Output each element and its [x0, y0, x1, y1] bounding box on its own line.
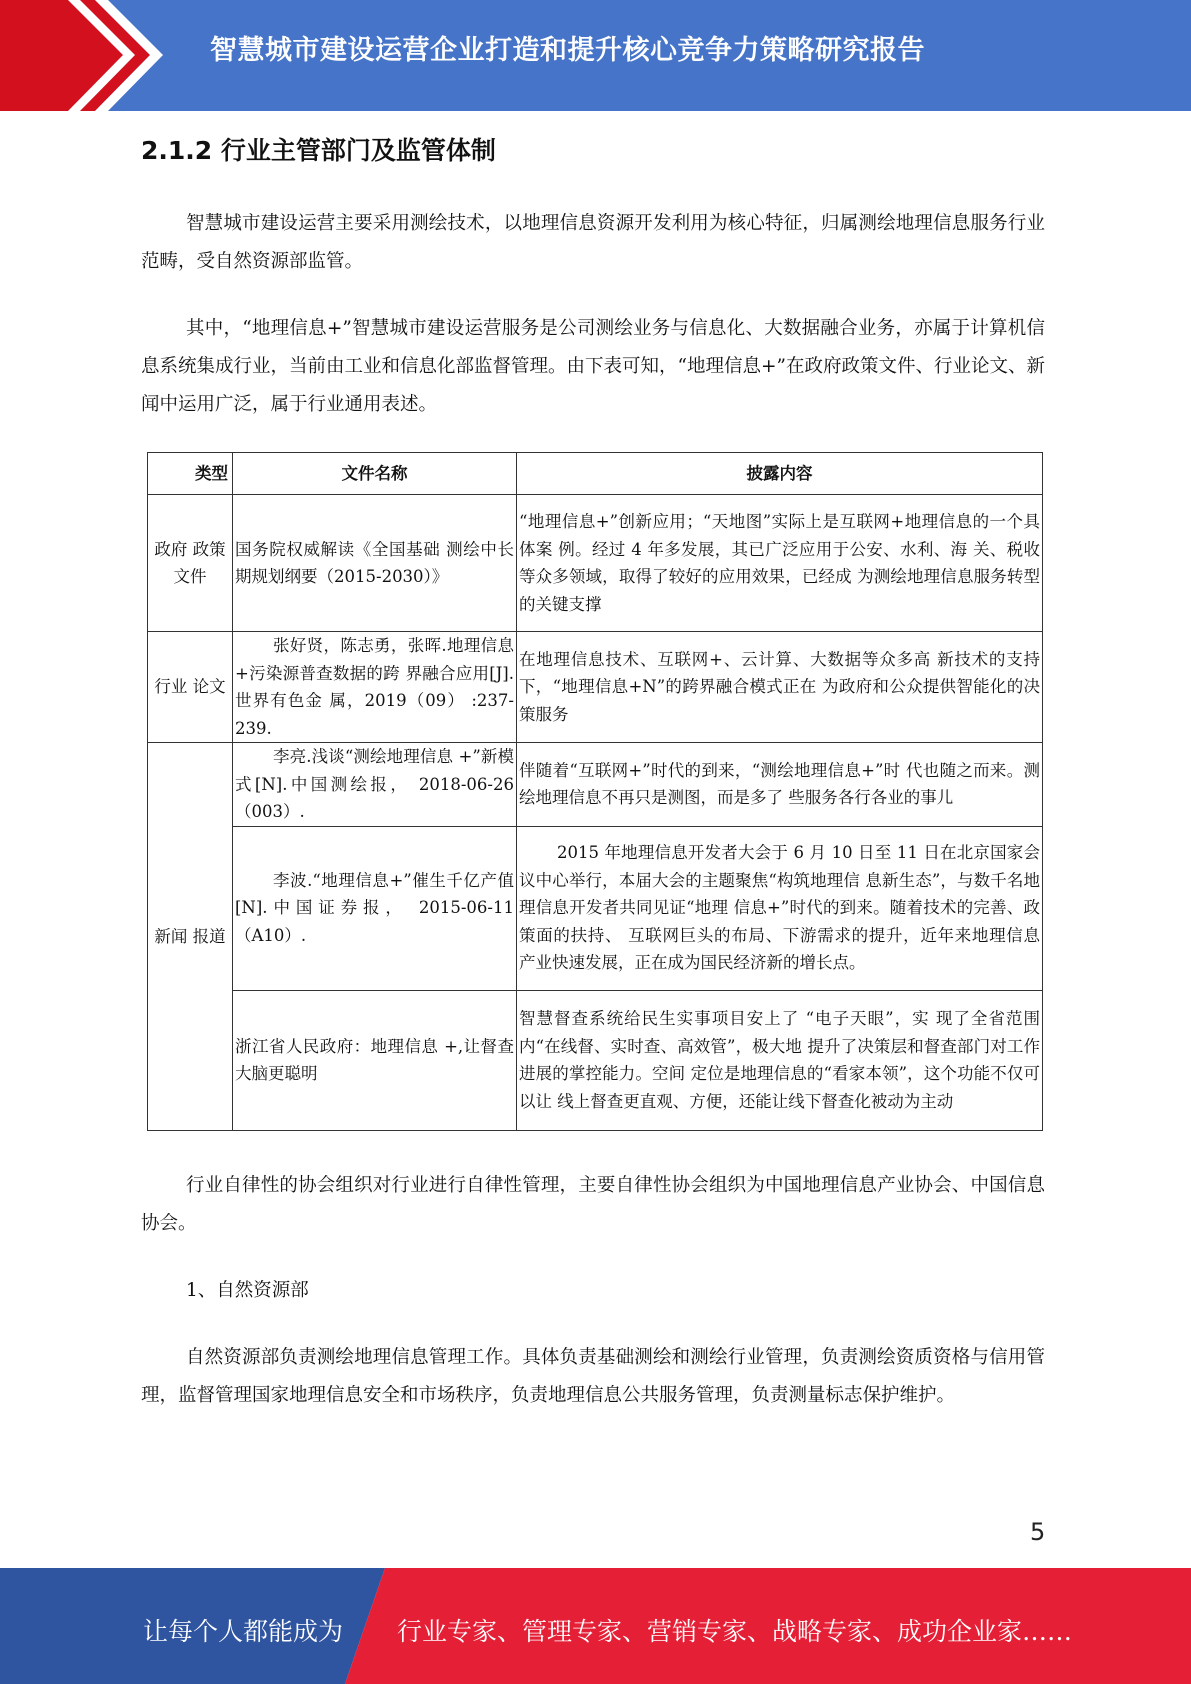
subheading-natural-resources: 1、自然资源部	[186, 1280, 309, 1301]
table-header-row	[148, 453, 1043, 495]
paragraph-regulation-intro: 智慧城市建设运营主要采用测绘技术，以地理信息资源开发利用为核心特征，归属测绘地理信息服务行业范畴，受自然资源部监管。	[141, 213, 1045, 272]
paragraph-natural-resources-duties: 自然资源部负责测绘地理信息管理工作。具体负责基础测绘和测绘行业管理，负责测绘资质资格与信用管理，监督管理国家地理信息安全和市场秩序，负责地理信息公共服务管理，负责测量标志保护维护。	[141, 1347, 1045, 1406]
footer-slogan-left: 让每个人都能成为	[143, 1617, 344, 1646]
cell-disclosure-content: 在地理信息技术、互联网+、云计算、大数据等众多高 新技术的支持下，“地理信息+N”的跨界融合模式正在 为政府和公众提供智能化的决策服务	[517, 632, 1043, 743]
page-header	[0, 0, 1191, 111]
cell-document-name	[233, 632, 517, 743]
cell-document-name	[233, 743, 517, 827]
cell-type-news: 新闻 报道	[148, 743, 233, 1131]
report-title: 智慧城市建设运营企业打造和提升核心竞争力策略研究报告	[210, 35, 925, 66]
table-row	[148, 990, 1043, 1130]
cell-type-paper: 行业 论文	[148, 632, 233, 743]
page-footer	[0, 1568, 1191, 1684]
section-heading: 2.1.2 行业主管部门及监管体制	[141, 136, 496, 165]
cell-disclosure-content: 伴随着“互联网+”时代的到来，“测绘地理信息+”时 代也随之而来。测绘地理信息不再只是测图，而是多了 些服务各行各业的事儿	[517, 743, 1043, 827]
footer-slogan-right: 行业专家、管理专家、营销专家、战略专家、成功企业家……	[397, 1617, 1073, 1646]
table-row	[148, 743, 1043, 827]
disclosure-table	[147, 452, 1043, 1131]
header-disclosure-content: 披露内容	[517, 453, 1043, 495]
cell-document-name: 浙江省人民政府：地理信息 +,让督查大脑更聪明	[233, 990, 517, 1130]
cell-disclosure-content	[517, 826, 1043, 990]
cell-document-name-text: 李亮.浅谈“测绘地理信息 +”新模式[N].中国测绘报， 2018-06-26 （003）.	[235, 747, 514, 821]
page-number: 5	[1030, 1518, 1046, 1546]
cell-disclosure-content: “地理信息+”创新应用；“天地图”实际上是互联网+地理信息的一个具体案 例。经过 4 年多发展，其已广泛应用于公安、水利、海 关、税收等众多领域，取得了较好的应用效果，已经成 为测绘地理信息服务转型的关键支撑	[517, 495, 1043, 632]
paragraph-geo-info-plus: 其中，“地理信息+”智慧城市建设运营服务是公司测绘业务与信息化、大数据融合业务，亦属于计算机信息系统集成行业，当前由工业和信息化部监督管理。由下表可知，“地理信息+”在政府政策文件、行业论文、新闻中运用广泛，属于行业通用表述。	[141, 318, 1045, 415]
header-document-name: 文件名称	[233, 453, 517, 495]
cell-disclosure-content: 智慧督查系统给民生实事项目安上了 “电子天眼”，实 现了全省范围内“在线督、实时查、高效管”，极大地 提升了决策层和督查部门对工作进展的掌控能力。空间 定位是地理信息的“看家本领”，这个功能不仅可以让 线上督查更直观、方便，还能让线下督查化被动为主动	[517, 990, 1043, 1130]
cell-type-government: 政府 政策 文件	[148, 495, 233, 632]
cell-document-name-text: 张好贤，陈志勇，张晖.地理信息+污染源普查数据的跨 界融合应用[J].世界有色金 属，2019（09） :237-239.	[235, 636, 514, 738]
cell-document-name	[233, 826, 517, 990]
cell-document-name: 国务院权威解读《全国基础 测绘中长期规划纲要（2015-2030）》	[233, 495, 517, 632]
paragraph-self-regulation: 行业自律性的协会组织对行业进行自律性管理，主要自律性协会组织为中国地理信息产业协会、中国信息协会。	[141, 1175, 1045, 1234]
table-row	[148, 826, 1043, 990]
cell-document-name-text: 李波.“地理信息+”催生千亿产值[N].中国证券报， 2015-06-11（A10）.	[235, 870, 514, 945]
header-type: 类型	[148, 453, 233, 495]
table-row	[148, 632, 1043, 743]
table-row	[148, 495, 1043, 632]
cell-disclosure-content-text: 2015 年地理信息开发者大会于 6 月 10 日至 11 日在北京国家会议中心举行，本届大会的主题聚焦“构筑地理信 息新生态”，与数千名地理信息开发者共同见证“地理 信息+”时代的到来。随着技术的完善、政策面的扶持、 互联网巨头的布局、下游需求的提升，近年来地理信息 产业快速发展，正在成为国民经济新的增长点。	[519, 843, 1040, 973]
